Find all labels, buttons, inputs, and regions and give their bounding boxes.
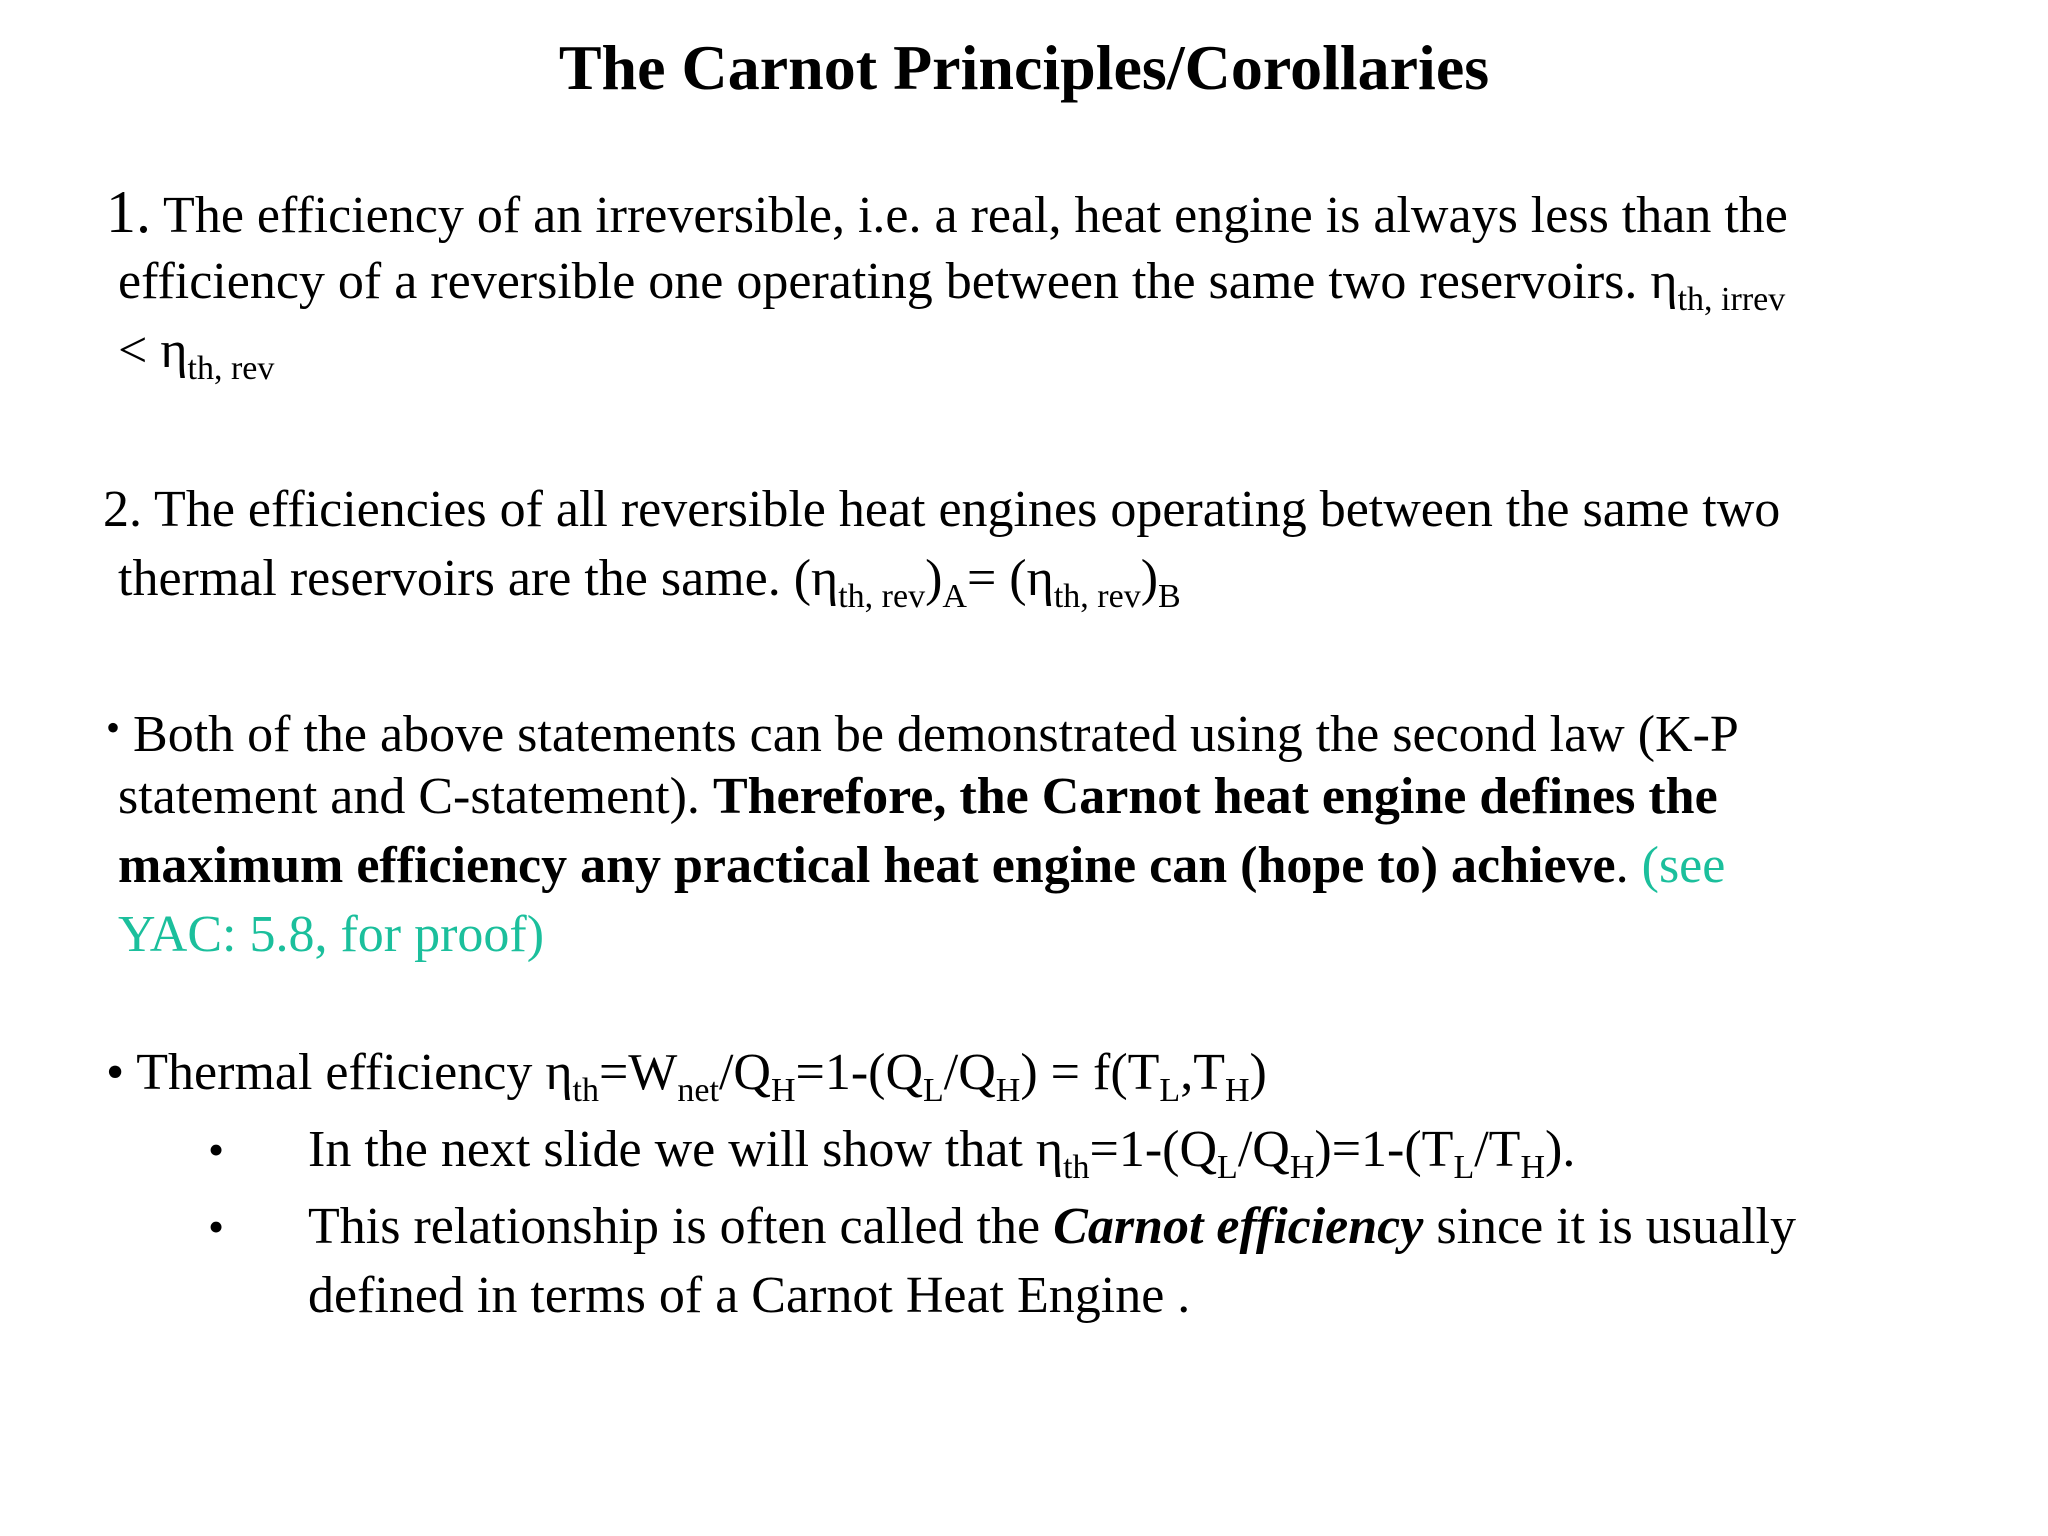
eta-symbol: η <box>160 322 188 379</box>
eta-symbol: η <box>811 550 839 607</box>
eta-symbol: η <box>1026 550 1054 607</box>
slide-title: The Carnot Principles/Corollaries <box>558 32 1490 103</box>
bullet-1 <box>106 693 1739 969</box>
bullet-1-line-4: YAC: 5.8, for proof) <box>118 906 545 963</box>
bullet-mark: • <box>208 1201 225 1252</box>
principle-1-line-1: 1. The efficiency of an irreversible, i.e. a real, heat engine is always less than the <box>106 179 1788 245</box>
principle-2 <box>103 475 1780 613</box>
principle-2-line-2: thermal reservoirs are the same. $(\eta_{th, rev})_A= (\eta_{th, rev})_B$ <box>118 550 1181 615</box>
bullet-mark: • <box>106 705 121 750</box>
principle-2-line-1: 2. The efficiencies of all reversible heat engines operating between the same two <box>103 481 1781 538</box>
principle-1-line-2: efficiency of a reversible one operating between the same two reservoirs. $\eta_{th, irrev}$ <box>118 253 1786 318</box>
bullet-1-line-1: • Both of the above statements can be demonstrated using the second law (K-P <box>106 705 1739 763</box>
principle-1 <box>106 178 1788 385</box>
subscript-th-rev: th, rev <box>187 350 275 387</box>
carnot-efficiency-term: Carnot efficiency <box>1053 1198 1424 1255</box>
eta-symbol: η <box>1035 1121 1064 1178</box>
bullet-2-line-1: • Thermal efficiency $\eta_{th}=W_{net}/Q_H=1-(Q_L/Q_H) = f(T_L,T_H)$ <box>106 1044 1267 1109</box>
principle-1-number: 1. <box>106 179 151 245</box>
eta-symbol: η <box>545 1044 573 1101</box>
sub-bullet-2-line-2: defined in terms of a Carnot Heat Engine . <box>308 1267 1191 1324</box>
sub-bullet-2-text <box>308 1192 1796 1330</box>
bullet-1-line-3: maximum efficiency any practical heat engine can (hope to) achieve. (see <box>118 837 1726 894</box>
eta-symbol: η <box>1650 253 1678 310</box>
bullet-1-line-2: statement and C-statement). Therefore, the Carnot heat engine defines the <box>118 768 1718 825</box>
subscript-th-irrev: th, irrev <box>1677 281 1786 318</box>
sub-bullet-2-line-1: This relationship is often called the Carnot efficiency since it is usually <box>308 1198 1796 1255</box>
reference-link: (see <box>1641 837 1726 894</box>
bullet-mark: • <box>106 1044 125 1101</box>
bullet-2 <box>106 1038 1267 1107</box>
principle-1-line-3: < $\eta_{th, rev}$ <box>118 322 275 387</box>
bullet-mark: • <box>208 1124 225 1175</box>
sub-bullet-1-text: In the next slide we will show that $\eta_{th}=1-(Q_L/Q_H)=1-(T_L/T_H)$. <box>308 1121 1576 1186</box>
